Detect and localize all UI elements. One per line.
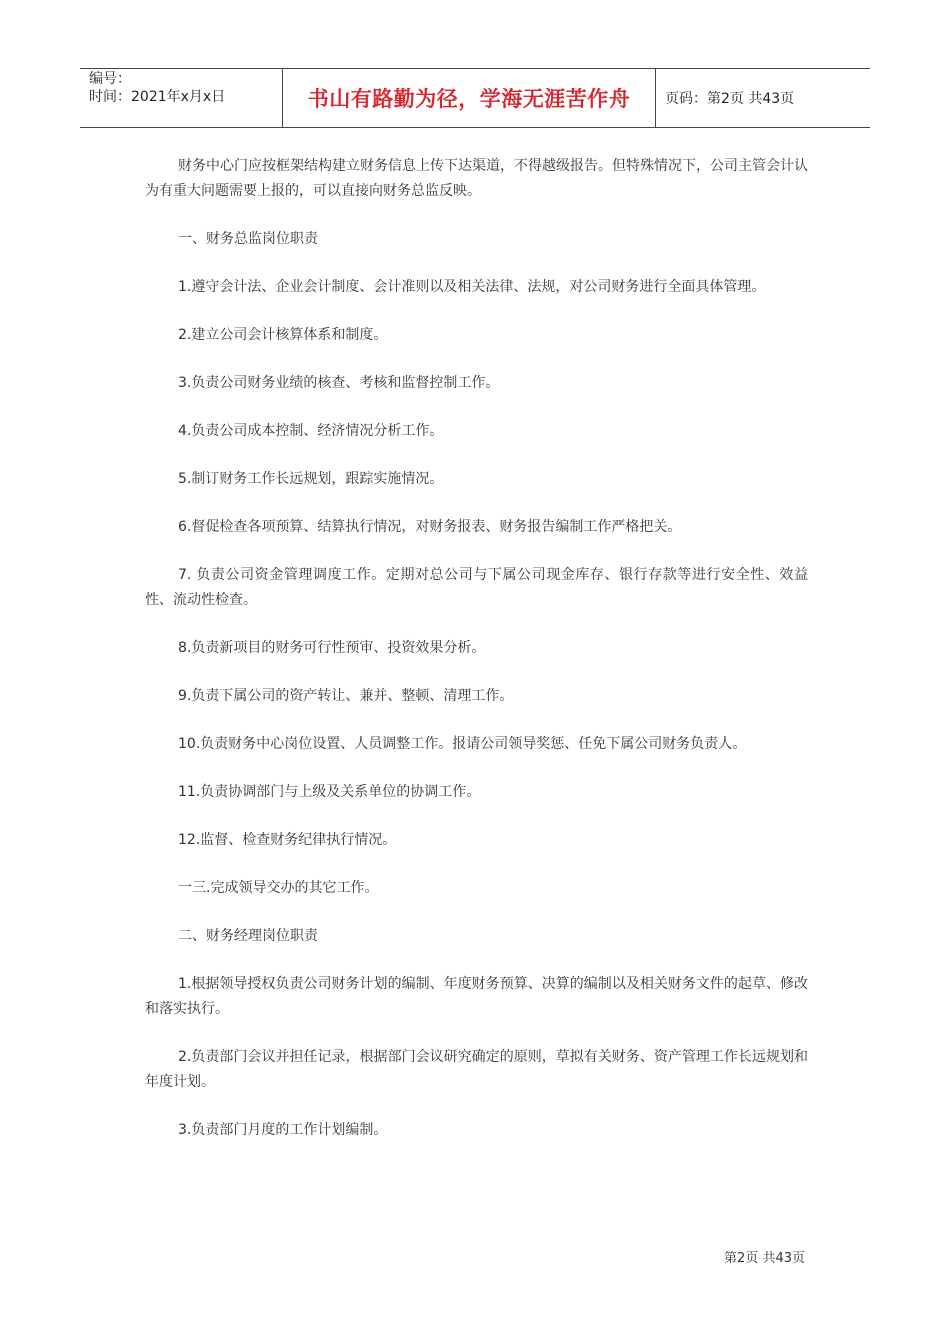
document-body — [145, 154, 808, 1166]
list-item: 4.负责公司成本控制、经济情况分析工作。 — [178, 423, 444, 439]
section-heading: 一、财务总监岗位职责 — [178, 231, 318, 247]
section-heading: 二、财务经理岗位职责 — [178, 928, 318, 944]
list-item: 6.督促检查各项预算、结算执行情况，对财务报表、财务报告编制工作严格把关。 — [178, 519, 682, 535]
list-item: 2.建立公司会计核算体系和制度。 — [178, 327, 388, 343]
motto-text: 书山有路勤为径，学海无涯苦作舟 — [307, 87, 631, 111]
list-item: 5.制订财务工作长远规划，跟踪实施情况。 — [178, 471, 444, 487]
date-label: 时间：2021年x月x日 — [89, 89, 226, 105]
list-item: 12.监督、检查财务纪律执行情况。 — [178, 832, 397, 848]
list-item: 3.负责公司财务业绩的核查、考核和监督控制工作。 — [178, 375, 500, 391]
header-page-number: 页码：第2页 共43页 — [665, 91, 795, 107]
footer-page-number: 第2页 共43页 — [724, 1251, 805, 1266]
list-item: 11.负责协调部门与上级及关系单位的协调工作。 — [178, 784, 481, 800]
document-header — [80, 68, 870, 128]
header-motto-cell — [282, 69, 656, 127]
header-meta-cell — [80, 69, 282, 127]
list-item: 一三.完成领导交办的其它工作。 — [178, 880, 379, 896]
list-item: 1.遵守会计法、企业会计制度、会计准则以及相关法律、法规，对公司财务进行全面具体管理。 — [178, 279, 766, 295]
list-item: 9.负责下属公司的资产转让、兼并、整顿、清理工作。 — [178, 688, 514, 704]
list-item: 7. 负责公司资金管理调度工作。定期对总公司与下属公司现金库存、银行存款等进行安全性、效益性、流动性检查。 — [145, 567, 808, 608]
header-page-cell — [656, 69, 870, 127]
serial-number-label: 编号： — [89, 71, 131, 87]
paragraph: 财务中心门应按框架结构建立财务信息上传下达渠道，不得越级报告。但特殊情况下，公司主管会计认为有重大问题需要上报的，可以直接向财务总监反映。 — [145, 158, 808, 199]
list-item: 2.负责部门会议并担任记录，根据部门会议研究确定的原则，草拟有关财务、资产管理工作长远规划和年度计划。 — [145, 1049, 808, 1090]
list-item: 1.根据领导授权负责公司财务计划的编制、年度财务预算、决算的编制以及相关财务文件的起草、修改和落实执行。 — [145, 976, 808, 1017]
list-item: 10.负责财务中心岗位设置、人员调整工作。报请公司领导奖惩、任免下属公司财务负责人。 — [178, 736, 747, 752]
list-item: 3.负责部门月度的工作计划编制。 — [178, 1122, 388, 1138]
list-item: 8.负责新项目的财务可行性预审、投资效果分析。 — [178, 640, 486, 656]
